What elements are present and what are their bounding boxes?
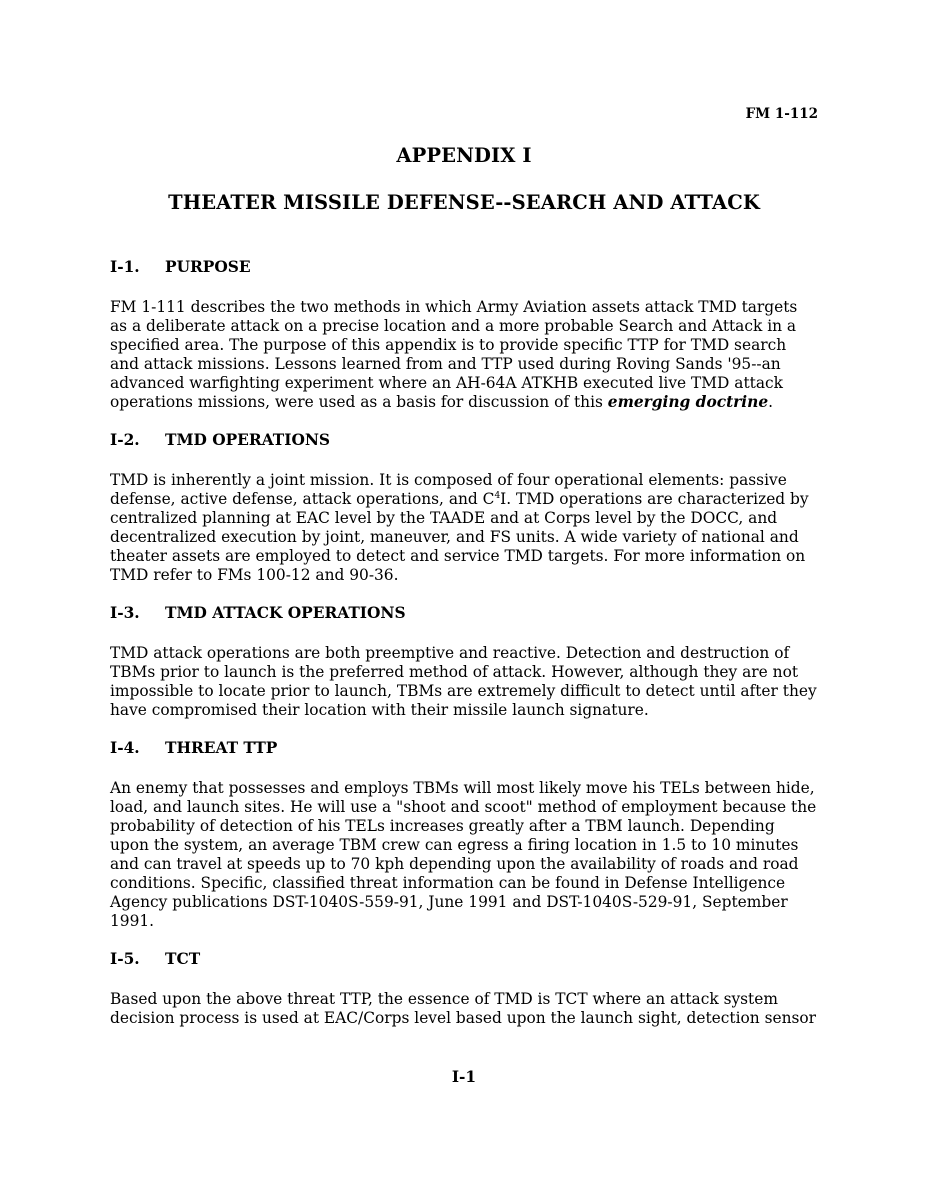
document-body <box>110 258 818 1047</box>
section-number: I-3. <box>110 604 140 622</box>
section-paragraph-tmd-attack-operations: TMD attack operations are both preemptive and reactive. Detection and destruction of TBMs prior to launch is the preferred method of attack. However, although they are not impossible to locate prior to launch, TBMs are extremely difficult to detect until after they have compromised their location with their missile launch signature. <box>110 644 817 719</box>
section-title: TMD OPERATIONS <box>165 431 331 449</box>
section-number: I-5. <box>110 950 140 968</box>
section-paragraph-tmd-operations <box>110 471 818 585</box>
document-title: THEATER MISSILE DEFENSE--SEARCH AND ATTACK <box>168 191 760 214</box>
superscript: 4 <box>494 491 501 501</box>
section-number: I-2. <box>110 431 140 449</box>
section-title: THREAT TTP <box>165 739 278 757</box>
emphasis-text: emerging doctrine <box>607 393 769 411</box>
section-paragraph-threat-ttp: An enemy that possesses and employs TBMs will most likely move his TELs between hide, load, and launch sites. He will use a "shoot and scoot" method of employment because the probability of detection of his TELs increases greatly after a TBM launch. Depending upon the system, an average TBM crew can egress a firing location in 1.5 to 10 minutes and can travel at speeds up to 70 kph depending upon the availability of roads and road conditions. Specific, classified threat information can be found in Defense Intelligence Agency publications DST-1040S-559-91, June 1991 and DST-1040S-529-91, September 1991. <box>110 779 817 930</box>
section-number: I-4. <box>110 739 140 757</box>
section-heading-tmd-operations <box>110 431 818 450</box>
section-title: PURPOSE <box>165 258 251 276</box>
appendix-title: APPENDIX I <box>396 144 532 167</box>
section-title: TMD ATTACK OPERATIONS <box>165 604 406 622</box>
section-heading-tct <box>110 950 818 969</box>
section-title: TCT <box>165 950 201 968</box>
section-heading-tmd-attack-operations <box>110 604 818 623</box>
document-page <box>110 0 818 1198</box>
section-paragraph-tct: Based upon the above threat TTP, the essence of TMD is TCT where an attack system decision process is used at EAC/Corps level based upon the launch sight, detection sensor <box>110 990 817 1027</box>
section-number: I-1. <box>110 258 140 276</box>
section-paragraph-purpose <box>110 298 818 412</box>
document-id: FM 1-112 <box>745 106 818 122</box>
paragraph-text: TMD is inherently a joint mission. It is composed of four operational elements: passive defense, active defense, attack operations, and C <box>110 471 787 508</box>
section-heading-threat-ttp <box>110 739 818 758</box>
page-number: I-1 <box>451 1068 477 1086</box>
paragraph-text-end: I. TMD operations are characterized by centralized planning at EAC level by the TAADE and at Corps level by the DOCC, and decentralized execution by joint, maneuver, and FS units. A wide variety of national and theater assets are employed to detect and service TMD targets. For more information on TMD refer to FMs 100-12 and 90-36. <box>110 490 809 584</box>
paragraph-text: FM 1-111 describes the two methods in which Army Aviation assets attack TMD targets as a deliberate attack on a precise location and a more probable Search and Attack in a specified area. The purpose of this appendix is to provide specific TTP for TMD search and attack missions. Lessons learned from and TTP used during Roving Sands '95--an advanced warfighting experiment where an AH-64A ATKHB executed live TMD attack operations missions, were used as a basis for discussion of this <box>110 298 798 411</box>
paragraph-text-end: . <box>768 393 774 411</box>
section-heading-purpose <box>110 258 818 277</box>
